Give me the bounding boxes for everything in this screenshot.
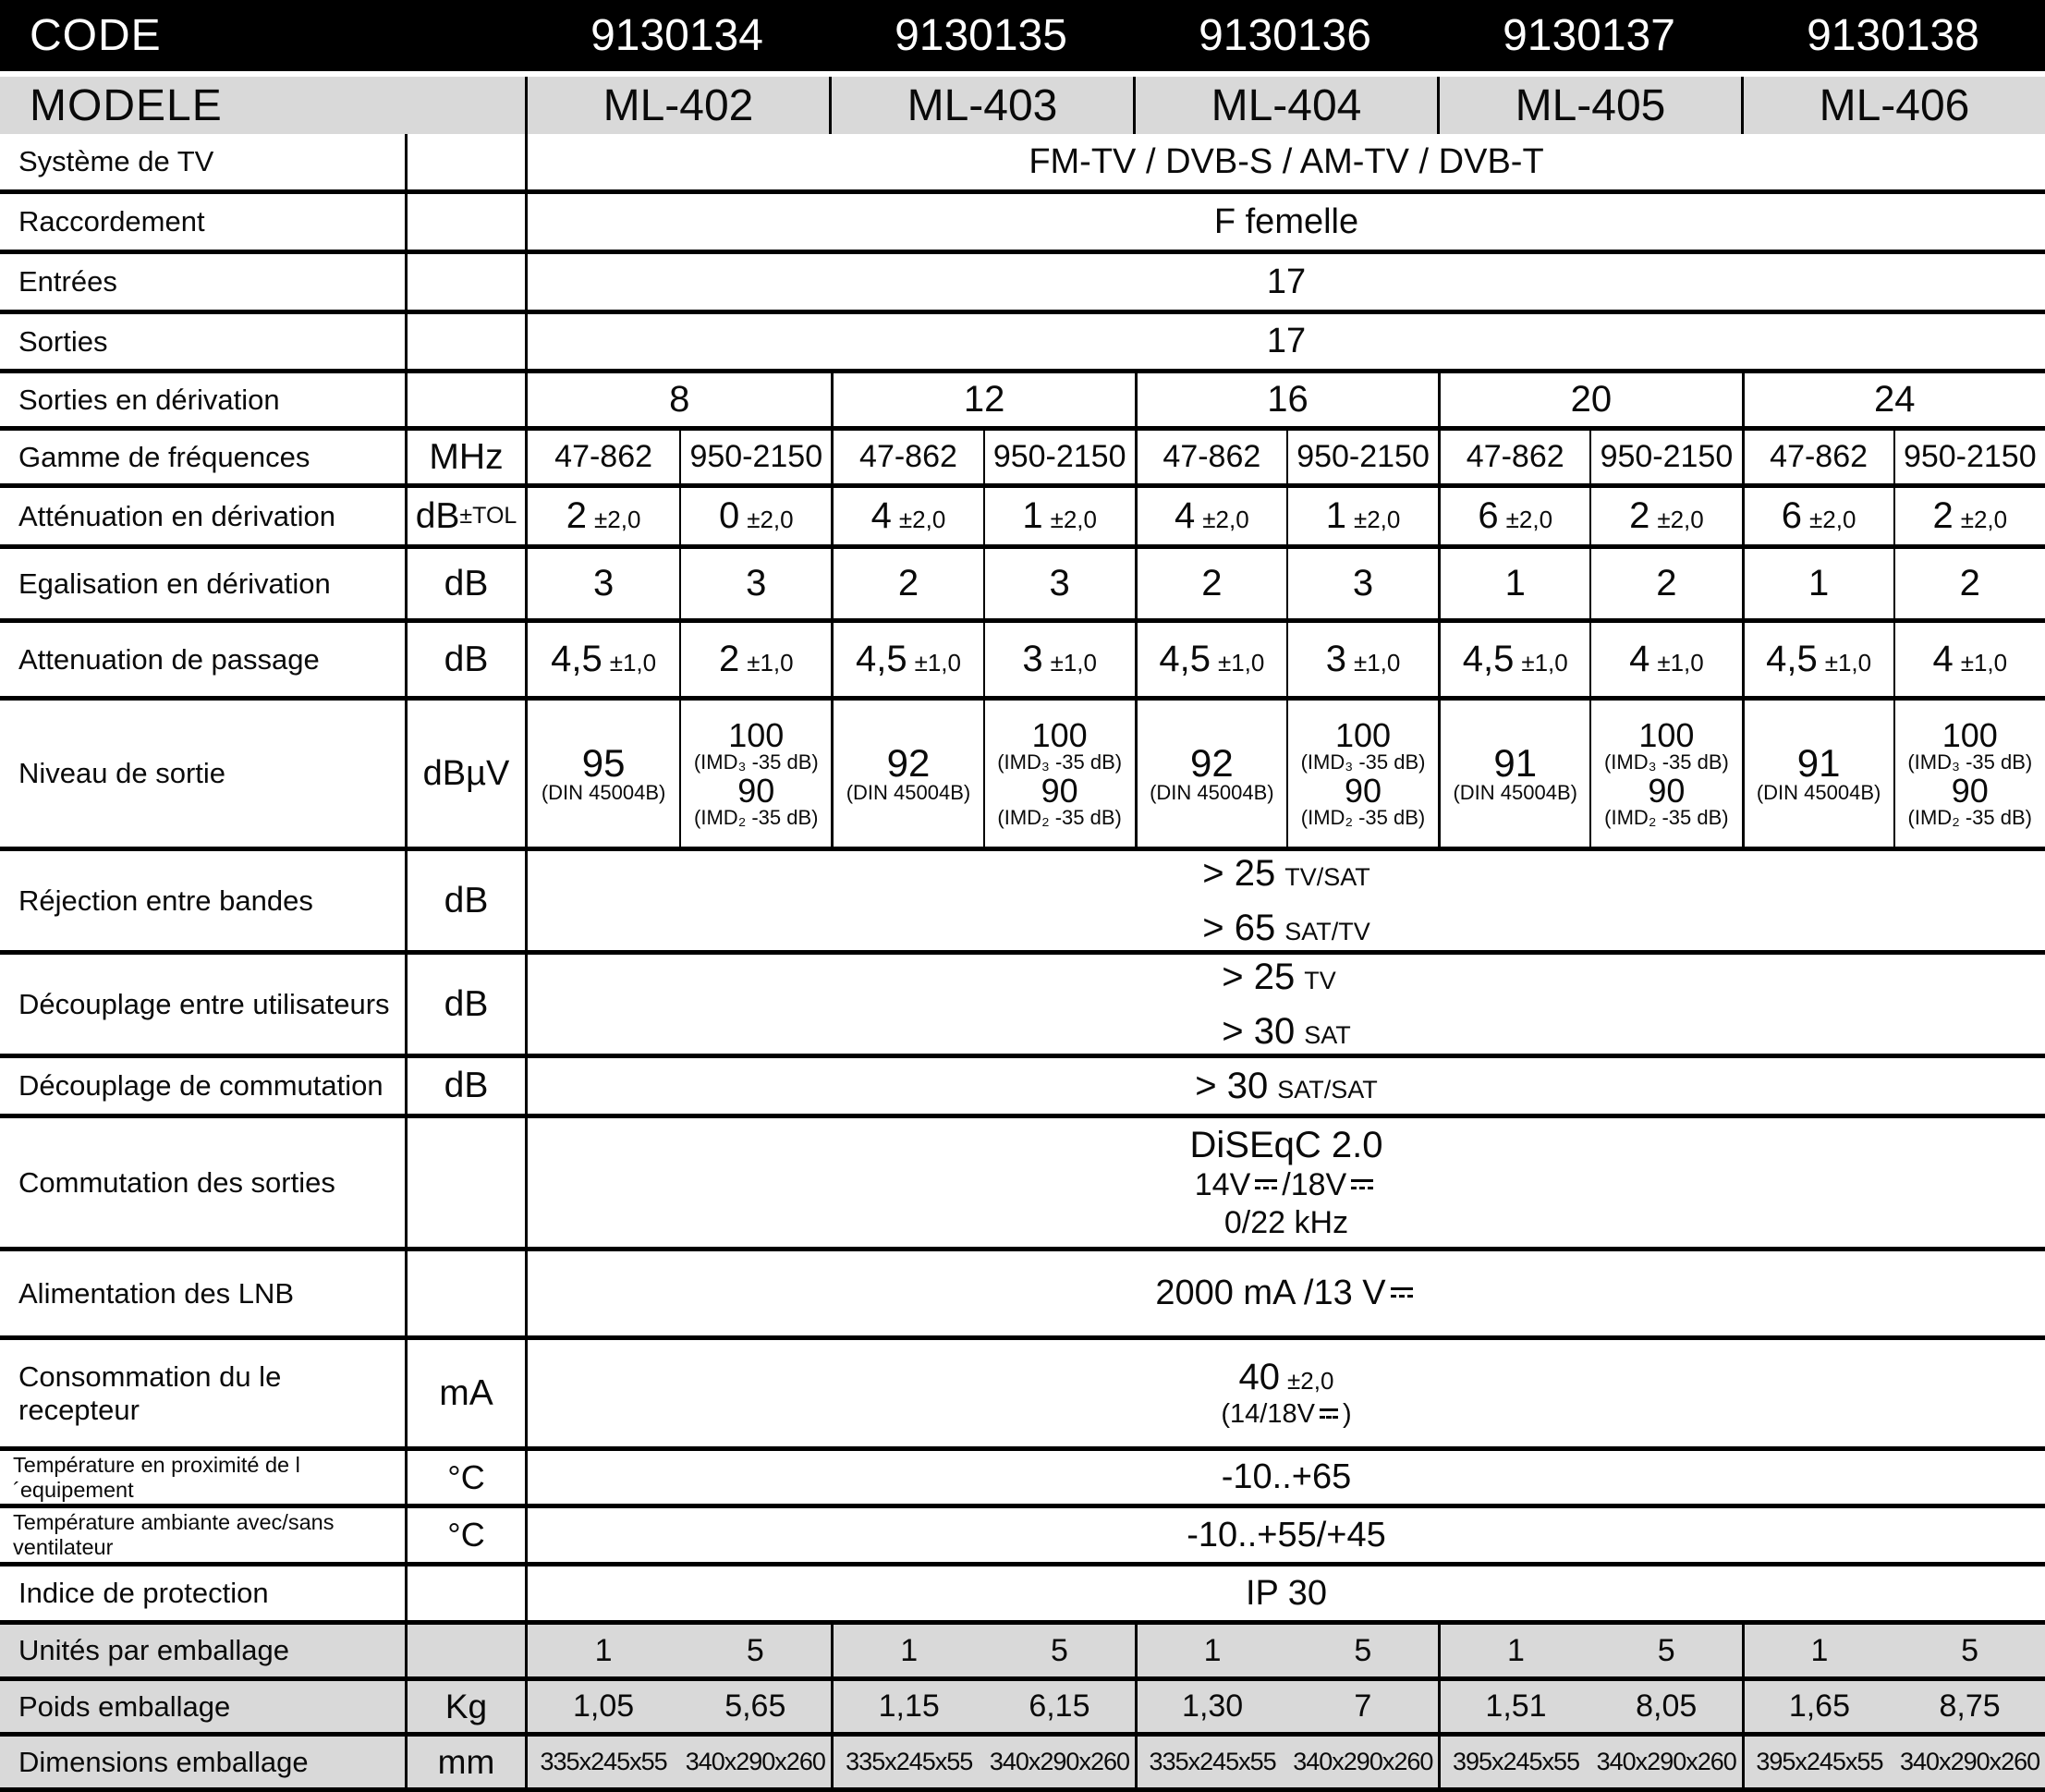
spec-cell: 47-862 xyxy=(1742,431,1893,483)
row-decouplage-commutation xyxy=(0,1058,2045,1118)
spec-cell: 3 xyxy=(679,549,831,618)
spec-cell: 1 5 xyxy=(1438,1625,1741,1676)
row-egalisation xyxy=(0,549,2045,623)
spec-cell: 950-2150 xyxy=(1286,431,1438,483)
row-label: Commutation des sorties xyxy=(18,1165,335,1199)
row-unit: °C xyxy=(405,1508,525,1562)
dc-voltage-icon xyxy=(1389,1286,1415,1301)
gamme-values xyxy=(525,431,2045,483)
spec-cell: 1 5 xyxy=(1135,1625,1438,1676)
raccordement-value: F femelle xyxy=(1213,201,1359,241)
spec-cell: 2 ±2,0 xyxy=(566,495,641,536)
row-label: Alimentation des LNB xyxy=(18,1276,295,1310)
row-unit xyxy=(405,314,525,369)
temp-ambiante-value: -10..+55/+45 xyxy=(1187,1515,1386,1554)
spec-cell: 100 (IMD₃ -35 dB) 90 (IMD₂ -35 dB) xyxy=(983,701,1135,847)
row-sorties xyxy=(0,314,2045,373)
spec-cell: 2 xyxy=(1893,549,2045,618)
spec-cell: 0 ±2,0 xyxy=(679,488,831,544)
row-unit xyxy=(405,134,525,189)
model-ml403: ML-403 xyxy=(829,77,1133,134)
spec-cell: 950-2150 xyxy=(1893,431,2045,483)
spec-cell: 335x245x55 340x290x260 xyxy=(831,1737,1134,1787)
spec-cell: 2 ±2,0 xyxy=(1589,488,1741,544)
row-label: Attenuation de passage xyxy=(18,642,320,676)
spec-cell: 950-2150 xyxy=(983,431,1135,483)
row-commutation-sorties xyxy=(0,1118,2045,1251)
row-label: Dimensions emballage xyxy=(18,1745,309,1778)
model-ml405: ML-405 xyxy=(1437,77,1741,134)
row-entrees xyxy=(0,254,2045,314)
row-unit xyxy=(405,373,525,426)
spec-cell: 3 xyxy=(1286,549,1438,618)
row-alimentation-lnb xyxy=(0,1251,2045,1340)
row-label: Unités par emballage xyxy=(18,1634,289,1666)
attenuation-derivation-values xyxy=(525,488,2045,544)
spec-cell: 1,51 8,05 xyxy=(1438,1681,1741,1732)
row-sorties-derivation xyxy=(0,373,2045,431)
dimensions-values xyxy=(525,1737,2045,1787)
spec-cell: 4 ±2,0 xyxy=(831,488,982,544)
spec-cell: 1 5 xyxy=(1742,1625,2045,1676)
row-rejection-bandes xyxy=(0,851,2045,955)
rejection-values xyxy=(525,851,2045,950)
spec-cell: 24 xyxy=(1742,373,2045,426)
row-label: Système de TV xyxy=(18,145,214,177)
row-attenuation-derivation xyxy=(0,488,2045,549)
dc-voltage-icon xyxy=(1349,1177,1375,1193)
spec-cell: 335x245x55 340x290x260 xyxy=(540,1748,825,1775)
systeme-value: FM-TV / DVB-S / AM-TV / DVB-T xyxy=(1029,141,1544,181)
row-temperature-proximite xyxy=(0,1451,2045,1508)
spec-cell: 4 ±2,0 xyxy=(1135,488,1286,544)
row-decouplage-utilisateurs xyxy=(0,955,2045,1058)
alimentation-value: 2000 mA /13 V xyxy=(525,1251,2045,1335)
spec-cell: 6 ±2,0 xyxy=(1438,488,1589,544)
modele-header-row xyxy=(0,77,2045,134)
row-label: Poids emballage xyxy=(18,1689,231,1723)
spec-cell: 91 (DIN 45004B) xyxy=(1742,701,1893,847)
row-unit: dB xyxy=(405,851,525,950)
spec-cell: 4 ±1,0 xyxy=(1589,623,1741,696)
modele-label: MODELE xyxy=(30,80,223,130)
row-unit: dB xyxy=(405,549,525,618)
spec-cell: 12 xyxy=(831,373,1134,426)
spec-cell: 2 xyxy=(1135,549,1286,618)
code-9130135: 9130135 xyxy=(895,11,1067,60)
spec-cell: 1,65 8,75 xyxy=(1742,1681,2045,1732)
niveau-values xyxy=(525,701,2045,847)
row-unites-emballage xyxy=(0,1625,2045,1681)
consommation-line-2: (14/18V ) xyxy=(1221,1398,1352,1429)
spec-cell: 395x245x55 340x290x260 xyxy=(1438,1737,1741,1787)
spec-cell: 1 5 xyxy=(831,1625,1134,1676)
spec-cell: 3 xyxy=(592,563,615,603)
spec-cell: 1 ±2,0 xyxy=(983,488,1135,544)
row-label: Egalisation en dérivation xyxy=(18,567,331,600)
spec-cell: 1 5 xyxy=(594,1632,764,1668)
sorties-value: 17 xyxy=(1266,322,1307,360)
code-label: CODE xyxy=(30,11,162,60)
spec-cell: 47-862 xyxy=(1135,431,1286,483)
unites-values xyxy=(525,1625,2045,1676)
rejection-line-1: > 25 TV/SAT xyxy=(1202,852,1370,894)
model-ml406: ML-406 xyxy=(1741,77,2045,134)
spec-cell: 100 (IMD₃ -35 dB) 90 (IMD₂ -35 dB) xyxy=(1893,701,2045,847)
spec-cell: 1 xyxy=(1438,549,1589,618)
spec-cell: 1,05 5,65 xyxy=(573,1688,786,1724)
spec-cell: 92 (DIN 45004B) xyxy=(1135,701,1286,847)
spec-cell: 91 (DIN 45004B) xyxy=(1438,701,1589,847)
row-label: Sorties xyxy=(18,324,108,358)
attenuation-passage-values xyxy=(525,623,2045,696)
row-poids-emballage xyxy=(0,1681,2045,1737)
row-unit xyxy=(405,194,525,250)
row-gamme-frequences xyxy=(0,431,2045,488)
spec-cell: 47-862 xyxy=(554,439,653,474)
spec-cell: 4 ±1,0 xyxy=(1893,623,2045,696)
row-label: Sorties en dérivation xyxy=(18,383,280,416)
code-9130137: 9130137 xyxy=(1503,11,1675,60)
commutation-line-2: 14V /18V xyxy=(1195,1166,1378,1204)
row-raccordement xyxy=(0,194,2045,254)
spec-cell: 4,5 ±1,0 xyxy=(1742,623,1893,696)
code-9130138: 9130138 xyxy=(1807,11,1979,60)
spec-cell: 335x245x55 340x290x260 xyxy=(1135,1737,1438,1787)
spec-cell: 2 xyxy=(831,549,982,618)
code-9130134: 9130134 xyxy=(590,11,763,60)
row-unit: °C xyxy=(405,1451,525,1504)
row-systeme-tv xyxy=(0,134,2045,194)
row-unit xyxy=(405,1625,525,1676)
spec-cell: 100 (IMD₃ -35 dB) 90 (IMD₂ -35 dB) xyxy=(1589,701,1741,847)
spec-cell: 4,5 ±1,0 xyxy=(1135,623,1286,696)
rejection-line-2: > 65 SAT/TV xyxy=(1202,907,1370,948)
spec-cell: 950-2150 xyxy=(1589,431,1741,483)
row-label: Consommation du le recepteur xyxy=(18,1359,282,1426)
row-unit xyxy=(405,1118,525,1247)
egalisation-values xyxy=(525,549,2045,618)
consommation-value xyxy=(525,1340,2045,1446)
spec-cell: 1 xyxy=(1742,549,1893,618)
spec-cell: 4,5 ±1,0 xyxy=(831,623,982,696)
spec-cell: 3 xyxy=(983,549,1135,618)
row-attenuation-passage xyxy=(0,623,2045,701)
row-indice-protection xyxy=(0,1566,2045,1625)
spec-cell: 2 ±1,0 xyxy=(679,623,831,696)
row-label: Découplage entre utilisateurs xyxy=(18,987,390,1020)
temp-proximite-value: -10..+65 xyxy=(1221,1457,1352,1496)
row-unit xyxy=(405,1566,525,1620)
poids-values xyxy=(525,1681,2045,1732)
spec-cell: 2 xyxy=(1589,549,1741,618)
code-9130136: 9130136 xyxy=(1199,11,1371,60)
row-unit: Kg xyxy=(405,1681,525,1732)
row-label: Réjection entre bandes xyxy=(18,884,313,917)
spec-cell: 100 (IMD₃ -35 dB) 90 (IMD₂ -35 dB) xyxy=(1286,701,1438,847)
spec-cell: 395x245x55 340x290x260 xyxy=(1742,1737,2045,1787)
spec-cell: 8 xyxy=(669,379,690,420)
spec-cell: 4,5 ±1,0 xyxy=(1438,623,1589,696)
sorties-derivation-values xyxy=(525,373,2045,426)
model-ml404: ML-404 xyxy=(1133,77,1437,134)
code-header-row xyxy=(0,0,2045,71)
row-niveau-sortie xyxy=(0,701,2045,851)
decouplage-util-values xyxy=(525,955,2045,1054)
spec-cell: 1,30 7 xyxy=(1135,1681,1438,1732)
row-label: Entrées xyxy=(18,265,117,298)
indice-value: IP 30 xyxy=(1245,1573,1328,1613)
row-unit: dBµV xyxy=(405,701,525,847)
row-unit: dB xyxy=(405,955,525,1054)
spec-cell: 1,15 6,15 xyxy=(831,1681,1134,1732)
row-unit: dB xyxy=(405,623,525,696)
dc-voltage-icon xyxy=(1318,1407,1340,1420)
spec-cell: 1 ±2,0 xyxy=(1286,488,1438,544)
entrees-value: 17 xyxy=(1266,262,1307,301)
spec-cell: 100 (IMD₃ -35 dB) 90 (IMD₂ -35 dB) xyxy=(679,701,831,847)
spec-cell: 95 (DIN 45004B) xyxy=(541,740,666,805)
row-unit: MHz xyxy=(405,431,525,483)
row-unit: mA xyxy=(405,1340,525,1446)
row-unit xyxy=(405,1251,525,1335)
row-dimensions-emballage xyxy=(0,1737,2045,1792)
spec-cell: 3 ±1,0 xyxy=(1286,623,1438,696)
row-label: Découplage de commutation xyxy=(18,1069,383,1102)
commutation-line-1: DiSEqC 2.0 xyxy=(1189,1124,1383,1165)
row-label: Gamme de fréquences xyxy=(18,440,310,473)
consommation-line-1: 40 ±2,0 xyxy=(1238,1356,1334,1397)
commutation-line-3: 0/22 kHz xyxy=(1223,1204,1349,1240)
row-label: Indice de protection xyxy=(18,1577,269,1609)
model-ml402: ML-402 xyxy=(525,77,829,134)
spec-cell: 4,5 ±1,0 xyxy=(551,639,657,679)
row-unit: mm xyxy=(405,1737,525,1787)
decouplage-util-line-1: > 25 TV xyxy=(1222,956,1336,997)
row-unit: dB ±TOL xyxy=(405,488,525,544)
commutation-value xyxy=(525,1118,2045,1247)
decouplage-comm-value: > 30 SAT/SAT xyxy=(525,1058,2045,1114)
row-label: Température ambiante avec/sans ventilateur xyxy=(13,1510,335,1559)
row-unit xyxy=(405,254,525,310)
spec-cell: 3 ±1,0 xyxy=(983,623,1135,696)
row-unit: dB xyxy=(405,1058,525,1114)
decouplage-util-line-2: > 30 SAT xyxy=(1222,1010,1351,1052)
spec-cell: 47-862 xyxy=(1438,431,1589,483)
row-label: Raccordement xyxy=(18,205,205,238)
spec-cell: 92 (DIN 45004B) xyxy=(831,701,982,847)
row-consommation-recepteur xyxy=(0,1340,2045,1451)
spec-cell: 16 xyxy=(1135,373,1438,426)
row-label: Température en proximité de l´equipement xyxy=(13,1452,300,1502)
spec-cell: 950-2150 xyxy=(679,431,831,483)
spec-cell: 6 ±2,0 xyxy=(1742,488,1893,544)
spec-cell: 2 ±2,0 xyxy=(1893,488,2045,544)
row-label: Niveau de sortie xyxy=(18,757,226,789)
spec-cell: 47-862 xyxy=(831,431,982,483)
row-label: Atténuation en dérivation xyxy=(18,499,335,532)
spec-cell: 20 xyxy=(1438,373,1741,426)
row-temperature-ambiante xyxy=(0,1508,2045,1566)
dc-voltage-icon xyxy=(1253,1177,1279,1193)
